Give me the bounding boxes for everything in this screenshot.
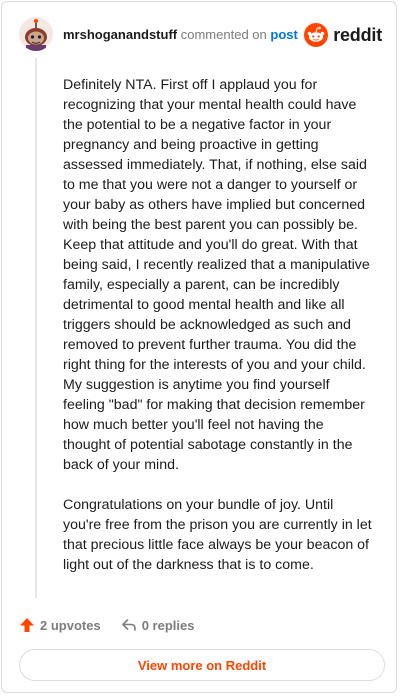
reply-arrow-icon (121, 617, 137, 633)
avatar[interactable] (19, 17, 53, 51)
comment-meta (63, 27, 298, 43)
replies-button[interactable] (121, 617, 195, 633)
view-more-button[interactable] (19, 649, 385, 681)
reddit-logo[interactable] (304, 23, 382, 47)
action-text: commented on (180, 27, 267, 42)
avatar-image (19, 17, 53, 51)
reddit-wordmark: reddit (333, 24, 382, 45)
thread-line (35, 58, 37, 598)
comment-body (63, 75, 373, 595)
upvotes-count: 2 upvotes (40, 617, 101, 633)
view-more-label: View more on Reddit (137, 657, 267, 673)
post-link[interactable]: post (270, 27, 298, 42)
comment-footer (19, 614, 194, 636)
reddit-snoo-icon (304, 23, 328, 47)
upvote-arrow-icon (19, 617, 35, 633)
upvote-button[interactable] (19, 617, 101, 633)
embedded-comment-card (1, 1, 397, 693)
comment-header (19, 17, 382, 53)
comment-paragraph: Definitely NTA. First off I applaud you for recognizing that your mental health could have the potential to be a negative factor in your pregnancy and being proactive in getting assessed immediately. That, if nothing, else said to me that you were not a danger to yourself or your baby as others have implied but concerned with being the best parent you can possibly be. Keep that attitude and you'll do great. With that being said, I recently realized that a manipulative family, especially a parent, can be incredibly detrimental to good mental health and like all triggers should be acknowledged as such and removed to prevent further trauma. You did the right thing for the interests of you and your child. My suggestion is anytime you find yourself feeling "bad" for making that decision remember how much better you'll feel not having the thought of potential sabotage constantly in the back of your mind. (63, 77, 370, 473)
replies-count: 0 replies (141, 617, 195, 633)
author-username[interactable]: mrshoganandstuff (63, 27, 178, 42)
comment-paragraph: Congratulations on your bundle of joy. Until you're free from the prison you are currently in let that precious little face always be your beacon of light out of the darkness that is to come. (63, 497, 372, 573)
